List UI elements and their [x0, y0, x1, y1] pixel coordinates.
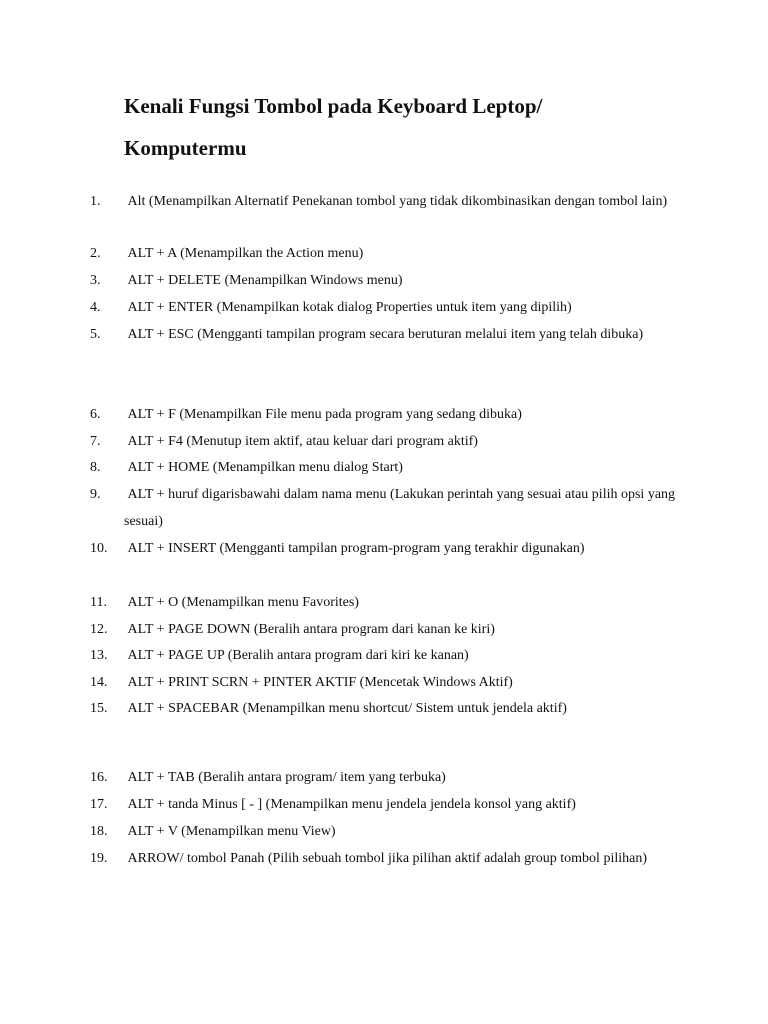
item-number: 2.	[90, 246, 101, 261]
item-text: Alt (Menampilkan Alternatif Penekanan tombol yang tidak dikombinasikan dengan tombol lain)	[124, 194, 668, 209]
item-text: ALT + DELETE (Menampilkan Windows menu)	[124, 273, 403, 288]
item-text: ALT + F4 (Menutup item aktif, atau keluar dari program aktif)	[124, 434, 478, 449]
item-number: 14.	[90, 675, 108, 690]
item-number: 10.	[90, 541, 108, 556]
item-text: ALT + F (Menampilkan File menu pada program yang sedang dibuka)	[124, 407, 522, 422]
item-number: 3.	[90, 273, 101, 288]
item-text: ALT + ENTER (Menampilkan kotak dialog Properties untuk item yang dipilih)	[124, 300, 572, 315]
item-number: 7.	[90, 434, 101, 449]
item-text: ALT + TAB (Beralih antara program/ item yang terbuka)	[124, 770, 446, 785]
item-text: ALT + PAGE UP (Beralih antara program dari kiri ke kanan)	[124, 648, 469, 663]
item-text: ALT + tanda Minus [ - ] (Menampilkan menu jendela jendela konsol yang aktif)	[124, 797, 576, 812]
item-text: ALT + A (Menampilkan the Action menu)	[124, 246, 364, 261]
item-text: ALT + huruf digarisbawahi dalam nama menu (Lakukan perintah yang sesuai atau pilih opsi yang sesuai)	[124, 487, 679, 529]
item-number: 8.	[90, 460, 101, 475]
item-number: 5.	[90, 327, 101, 342]
item-number: 16.	[90, 770, 108, 785]
item-text: ALT + ESC (Mengganti tampilan program secara beruturan melalui item yang telah dibuka)	[124, 327, 644, 342]
item-number: 13.	[90, 648, 108, 663]
item-number: 17.	[90, 797, 108, 812]
item-text: ALT + O (Menampilkan menu Favorites)	[124, 595, 359, 610]
item-text: ARROW/ tombol Panah (Pilih sebuah tombol jika pilihan aktif adalah group tombol pilihan)	[124, 851, 647, 866]
item-number: 9.	[90, 487, 101, 502]
item-number: 6.	[90, 407, 101, 422]
item-number: 12.	[90, 622, 108, 637]
document-title-line-2: Komputermu	[124, 136, 247, 160]
item-number: 15.	[90, 701, 108, 716]
item-number: 18.	[90, 824, 108, 839]
item-text: ALT + INSERT (Mengganti tampilan program-program yang terakhir digunakan)	[124, 541, 585, 556]
item-text: ALT + V (Menampilkan menu View)	[124, 824, 336, 839]
item-text: ALT + HOME (Menampilkan menu dialog Start)	[124, 460, 403, 475]
item-text: ALT + PAGE DOWN (Beralih antara program dari kanan ke kiri)	[124, 622, 495, 637]
item-text: ALT + SPACEBAR (Menampilkan menu shortcut/ Sistem untuk jendela aktif)	[124, 701, 567, 716]
item-text: ALT + PRINT SCRN + PINTER AKTIF (Mencetak Windows Aktif)	[124, 675, 513, 690]
item-number: 4.	[90, 300, 101, 315]
item-number: 1.	[90, 194, 101, 209]
document-title-line-1: Kenali Fungsi Tombol pada Keyboard Leptop/	[124, 94, 543, 118]
item-number: 19.	[90, 851, 108, 866]
item-number: 11.	[90, 595, 107, 610]
